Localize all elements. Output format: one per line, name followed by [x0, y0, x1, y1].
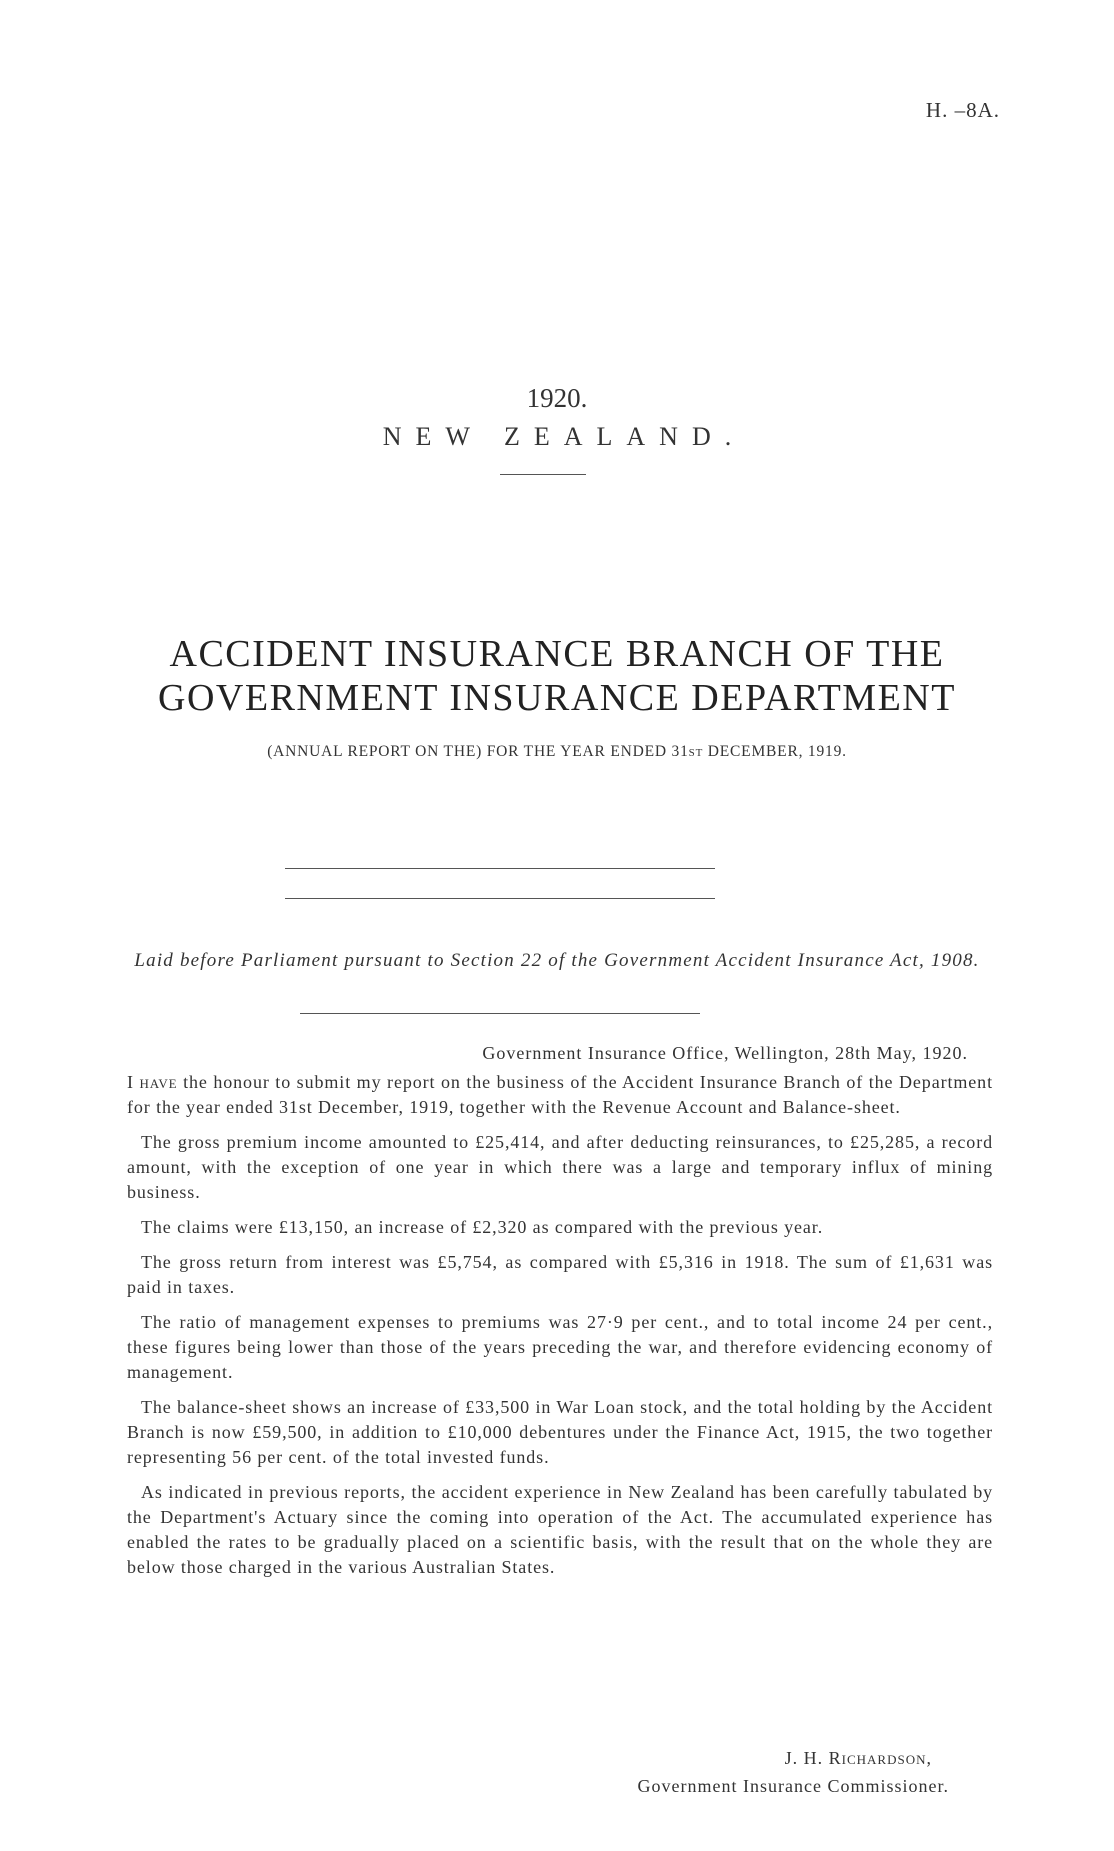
paragraph: The balance-sheet shows an increase of £33,500 in War Loan stock, and the total holding by the Accident Branch is now £59,500, in addition to £10,000 debentures under the Finance Act, 1915, the two together representing 56 per cent. of the total invested funds.: [127, 1397, 993, 1467]
page-reference: H. –8A.: [925, 98, 1000, 122]
laid-before-parliament: Laid before Parliament pursuant to Section 22 of the Government Accident Insurance Act, 1908.: [134, 950, 980, 971]
signatory-name: J. H. Richardson,: [784, 1748, 932, 1768]
divider: [285, 898, 715, 899]
paragraph-text: the honour to submit my report on the business of the Accident Insurance Branch of the Department for the year ended 31st December, 1919, together with the Revenue Account and Balance-sheet.: [127, 1072, 993, 1117]
subtitle-text-start: (ANNUAL REPORT ON THE) FOR THE YEAR ENDED 31: [267, 743, 689, 760]
report-year: 1920.: [526, 383, 588, 413]
country-heading: NEW ZEALAND.: [382, 422, 746, 451]
divider: [285, 868, 715, 869]
letter-dateline: Government Insurance Office, Wellington, 28th May, 1920.: [482, 1043, 968, 1063]
paragraph: The ratio of management expenses to premiums was 27·9 per cent., and to total income 24 per cent., these figures being lower than those of the years preceding the war, and therefore evidencing economy of management.: [127, 1312, 993, 1382]
subtitle-text-end: DECEMBER, 1919.: [703, 743, 847, 760]
report-title: ACCIDENT INSURANCE BRANCH OF THE GOVERNMENT INSURANCE DEPARTMENT: [158, 633, 956, 719]
report-subtitle: [0, 743, 1114, 761]
paragraph: As indicated in previous reports, the accident experience in New Zealand has been carefully tabulated by the Department's Actuary since the coming into operation of the Act. The accumulated experience has enabled the rates to be gradually placed on a scientific basis, with the result that on the whole they are below those charged in the various Australian States.: [127, 1482, 993, 1577]
opening-word: I have: [127, 1072, 178, 1092]
letter-body: [127, 1070, 993, 1590]
paragraph: The gross premium income amounted to £25,414, and after deducting reinsurances, to £25,285, a record amount, with the exception of one year in which there was a large and temporary influx of mining business.: [127, 1132, 993, 1202]
paragraph: [127, 1070, 993, 1120]
divider: [500, 474, 586, 475]
subtitle-ordinal-suffix: ST: [688, 747, 704, 759]
paragraph: The gross return from interest was £5,754, as compared with £5,316 in 1918. The sum of £1,631 was paid in taxes.: [127, 1252, 993, 1297]
divider: [300, 1013, 700, 1014]
paragraph: The claims were £13,150, an increase of £2,320 as compared with the previous year.: [141, 1217, 824, 1237]
signatory-title: Government Insurance Commissioner.: [637, 1776, 949, 1796]
